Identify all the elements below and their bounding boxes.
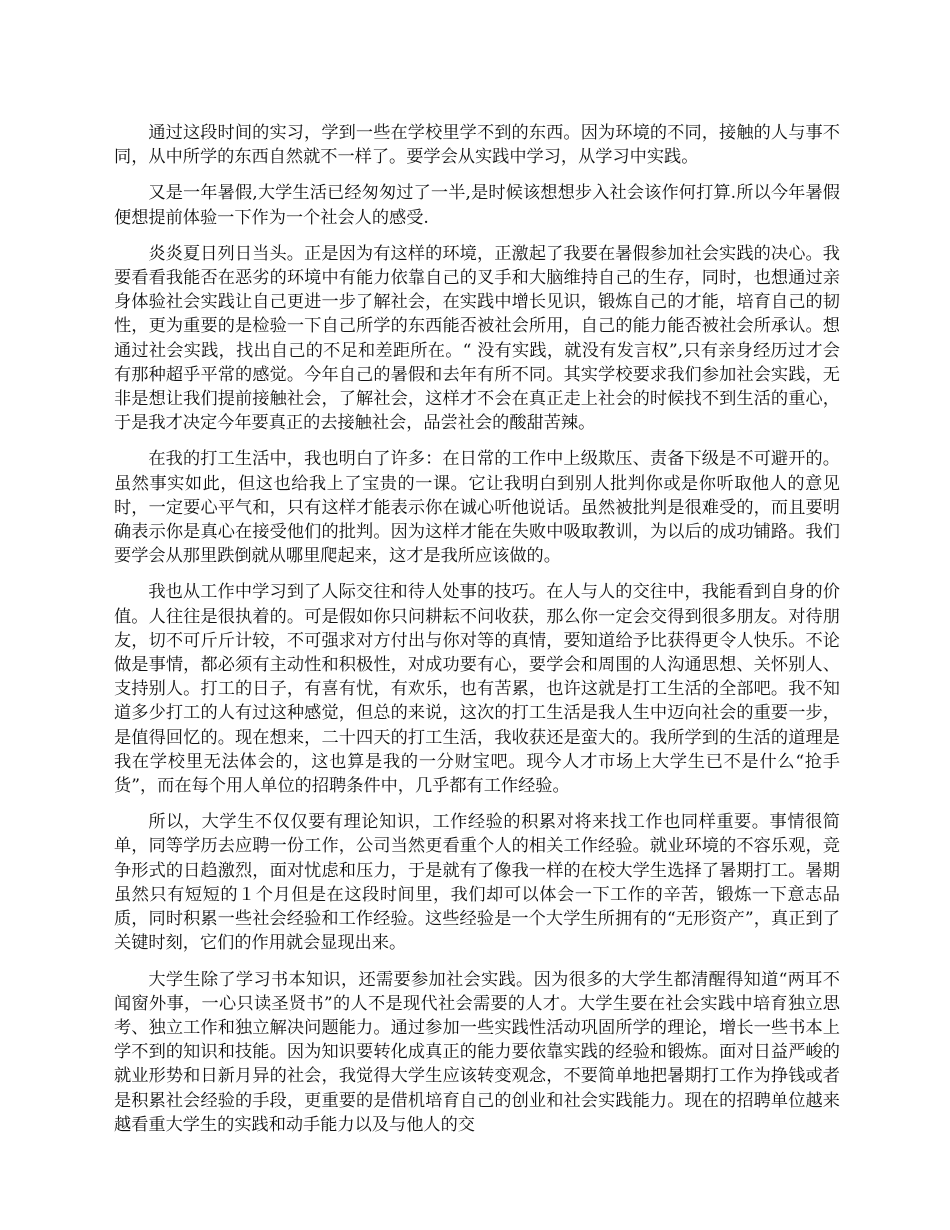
paragraph-3: 炎炎夏日列日当头。正是因为有这样的环境，正激起了我要在暑假参加社会实践的决心。我要看看我能否在恶劣的环境中有能力依靠自己的叉手和大脑维持自己的生存，同时，也想通过亲身体验社会实践让自己更进一步了解社会，在实践中增长见识，锻炼自己的才能，培育自己的韧性，更为重要的是检验一下自己所学的东西能否被社会所用，自己的能力能否被社会所承认。想通过社会实践，找出自己的不足和差距所在。“ 没有实践，就没有发言权”,只有亲身经历过才会有那种超乎平常的感觉。今年自己的暑假和去年有所不同。其实学校要求我们参加社会实践，无非是想让我们提前接触社会，了解社会，这样才不会在真正走上社会的时候找不到生活的重心，于是我才决定今年要真正的去接触社会，品尝社会的酸甜苦辣。 xyxy=(114,243,840,434)
paragraph-4: 在我的打工生活中，我也明白了许多：在日常的工作中上级欺压、责备下级是不可避开的。虽然事实如此，但这也给我上了宝贵的一课。它让我明白到别人批判你或是你听取他人的意见时，一定要心平气和，只有这样才能表示你在诚心听他说话。虽然被批判是很难受的，而且要明确表示你是真心在接受他们的批判。因为这样才能在失败中吸取教训，为以后的成功铺路。我们要学会从那里跌倒就从哪里爬起来，这才是我所应该做的。 xyxy=(114,449,840,567)
paragraph-2: 又是一年暑假,大学生活已经匆匆过了一半,是时候该想想步入社会该作何打算.所以今年暑假便想提前体验一下作为一个社会人的感受. xyxy=(114,183,840,228)
paragraph-6: 所以，大学生不仅仅要有理论知识，工作经验的积累对将来找工作也同样重要。事情很简单，同等学历去应聘一份工作，公司当然更看重个人的相关工作经验。就业环境的不容乐观，竞争形式的日趋激烈，面对忧虑和压力，于是就有了像我一样的在校大学生选择了暑期打工。暑期虽然只有短短的１个月但是在这段时间里，我们却可以体会一下工作的辛苦，锻炼一下意志品质，同时积累一些社会经验和工作经验。这些经验是一个大学生所拥有的“无形资产”，真正到了关键时刻，它们的作用就会显现出来。 xyxy=(114,812,840,954)
paragraph-7: 大学生除了学习书本知识，还需要参加社会实践。因为很多的大学生都清醒得知道“两耳不闻窗外事，一心只读圣贤书”的人不是现代社会需要的人才。大学生要在社会实践中培育独立思考、独立工作和独立解决问题能力。通过参加一些实践性活动巩固所学的理论，增长一些书本上学不到的知识和技能。因为知识要转化成真正的能力要依靠实践的经验和锻炼。面对日益严峻的就业形势和日新月异的社会，我觉得大学生应该转变观念，不要简单地把暑期打工作为挣钱或者是积累社会经验的手段，更重要的是借机培育自己的创业和社会实践能力。现在的招聘单位越来越看重大学生的实践和动手能力以及与他人的交 xyxy=(114,969,840,1135)
document-body xyxy=(114,121,840,1149)
paragraph-1: 通过这段时间的实习，学到一些在学校里学不到的东西。因为环境的不同，接触的人与事不同，从中所学的东西自然就不一样了。要学会从实践中学习，从学习中实践。 xyxy=(114,123,840,168)
paragraph-5: 我也从工作中学习到了人际交往和待人处事的技巧。在人与人的交往中，我能看到自身的价值。人往往是很执着的。可是假如你只问耕耘不问收获，那么你一定会交得到很多朋友。对待朋友，切不可斤斤计较，不可强求对方付出与你对等的真情，要知道给予比获得更令人快乐。不论做是事情，都必须有主动性和积极性，对成功要有心，要学会和周围的人沟通思想、关怀别人、支持别人。打工的日子，有喜有忧，有欢乐，也有苦累，也许这就是打工生活的全部吧。我不知道多少打工的人有过这种感觉，但总的来说，这次的打工生活是我人生中迈向社会的重要一步，是值得回忆的。现在想来，二十四天的打工生活，我收获还是蛮大的。我所学到的生活的道理是我在学校里无法体会的，这也算是我的一分财宝吧。现今人才市场上大学生已不是什么“抢手货”，而在每个用人单位的招聘条件中，几乎都有工作经验。 xyxy=(114,582,840,797)
